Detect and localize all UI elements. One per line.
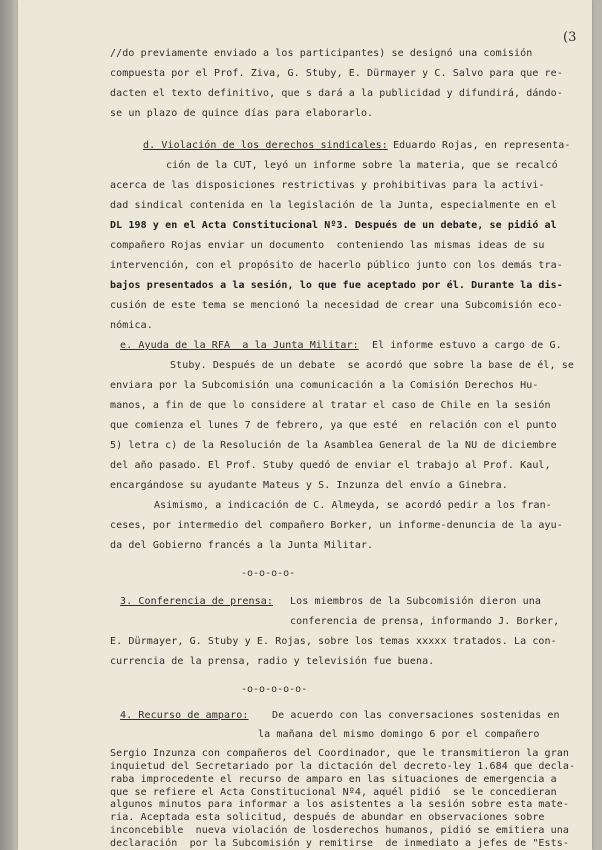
item-e-line-6: 5) letra c) de la Resolución de la Asamblea General de la NU de diciembre xyxy=(110,440,557,451)
item-e-line-1: El informe estuvo a cargo de G. xyxy=(372,340,562,351)
page-number: (3 xyxy=(563,30,577,45)
item-e-line-3: enviara por la Subcomisión una comunicación a la Comisión Derechos Hu- xyxy=(110,380,539,391)
item-3-heading: 3. Conferencia de prensa: xyxy=(120,596,274,607)
item-4-heading: 4. Recurso de amparo: xyxy=(120,710,249,721)
separator-2: -o-o-o-o-o- xyxy=(241,684,308,695)
item-e-line-7: del año pasado. El Prof. Stuby quedó de enviar el trabajo al Prof. Kaul, xyxy=(110,460,551,471)
item-d-line-10: nómica. xyxy=(110,320,153,331)
intro-line-1: //do previamente enviado a los participantes) se designó una comisión xyxy=(110,48,533,59)
separator-1: -o-o-o-o- xyxy=(241,568,296,579)
item-d-line-4: dad sindical contenida en la legislación de la Junta, especialmente en el xyxy=(110,200,557,211)
item-d-heading: d. Violación de los derechos sindicales: xyxy=(143,140,388,151)
item-e-line-2: Stuby. Después de un debate se acordó que sobre la base de él, se xyxy=(170,360,574,371)
item-d-line-7: intervención, con el propósito de hacerlo público junto con los demás tra- xyxy=(110,260,563,271)
item-4-line-10: declaración por la Subcomisión y remitirse de inmediato a jefes de "Ests- xyxy=(110,838,570,849)
item-d-line-1: Eduardo Rojas, en representa- xyxy=(393,140,571,151)
item-4-line-5: raba improcedente el recurso de amparo en las situaciones de emergencia a xyxy=(110,774,557,785)
item-4-line-3: Sergio Inzunza con compañeros del Coordinador, que le transmitieron la gran xyxy=(110,748,570,759)
item-3-line-4: currencia de la prensa, radio y televisión fue buena. xyxy=(110,656,435,667)
item-d-line-2: ción de la CUT, leyó un informe sobre la materia, que se recalcó xyxy=(166,160,558,171)
item-d-line-8: bajos presentados a la sesión, lo que fue aceptado por él. Durante la dis- xyxy=(110,280,563,291)
item-d-line-9: cusión de este tema se mencionó la necesidad de crear una Subcomisión eco- xyxy=(110,300,563,311)
item-3-line-3: E. Dürmayer, G. Stuby y E. Rojas, sobre los temas xxxxx tratados. La con- xyxy=(110,636,557,647)
item-d-line-5: DL 198 y en el Acta Constitucional Nº3. Después de un debate, se pidió al xyxy=(110,220,557,231)
item-e-line-11: da del Gobierno francés a la Junta Militar. xyxy=(110,540,374,551)
item-e-line-9: Asimismo, a indicación de C. Almeyda, se acordó pedir a los fran- xyxy=(154,500,552,511)
item-e-line-5: que comienza el lunes 7 de febrero, ya que esté en relación con el punto xyxy=(110,420,557,431)
item-e-line-8: encargándose su ayudante Mateus y S. Inzunza del envío a Ginebra. xyxy=(110,480,508,491)
item-4-line-9: inconcebible nueva violación de losderechos humanos, pidió se emitiera una xyxy=(110,825,570,836)
item-4-line-1: De acuerdo con las conversaciones sostenidas en xyxy=(272,710,560,721)
item-4-line-6: que se refiere el Acta Constitucional Nº4, aquél pidió se le concedieran xyxy=(110,787,557,798)
item-3-line-2: conferencia de prensa, informando J. Borker, xyxy=(290,616,560,627)
item-d-line-3: acerca de las disposiciones restrictivas y prohibitivas para la activi- xyxy=(110,180,545,191)
binder-edge xyxy=(0,0,18,850)
document-page xyxy=(18,0,592,850)
item-4-line-8: ria. Aceptada esta solicitud, después de abundar en observaciones sobre xyxy=(110,812,545,823)
item-d-line-6: compañero Rojas enviar un documento conteniendo las mismas ideas de su xyxy=(110,240,545,251)
item-4-line-7: algunos minutos para informar a los asistentes a la sesión sobre esta mate- xyxy=(110,799,570,810)
item-4-line-2: la mañana del mismo domingo 6 por el compañero xyxy=(258,729,540,740)
item-3-line-1: Los miembros de la Subcomisión dieron una xyxy=(290,596,541,607)
item-e-line-10: ceses, por intermedio del compañero Borker, un informe-denuncia de la ayu- xyxy=(110,520,563,531)
item-e-line-4: manos, a fin de que lo considere al tratar el caso de Chile en la sesión xyxy=(110,400,551,411)
intro-line-3: dacten el texto definitivo, que s dará a la publicidad y difundirá, dándo- xyxy=(110,88,563,99)
intro-line-4: se un plazo de quince días para elaborarlo. xyxy=(110,108,374,119)
item-e-heading: e. Ayuda de la RFA a la Junta Militar: xyxy=(120,340,359,351)
intro-line-2: compuesta por el Prof. Ziva, G. Stuby, E. Dürmayer y C. Salvo para que re- xyxy=(110,68,563,79)
item-4-line-4: inquietud del Secretariado por la dictación del decreto-ley 1.684 que decla- xyxy=(110,761,576,772)
